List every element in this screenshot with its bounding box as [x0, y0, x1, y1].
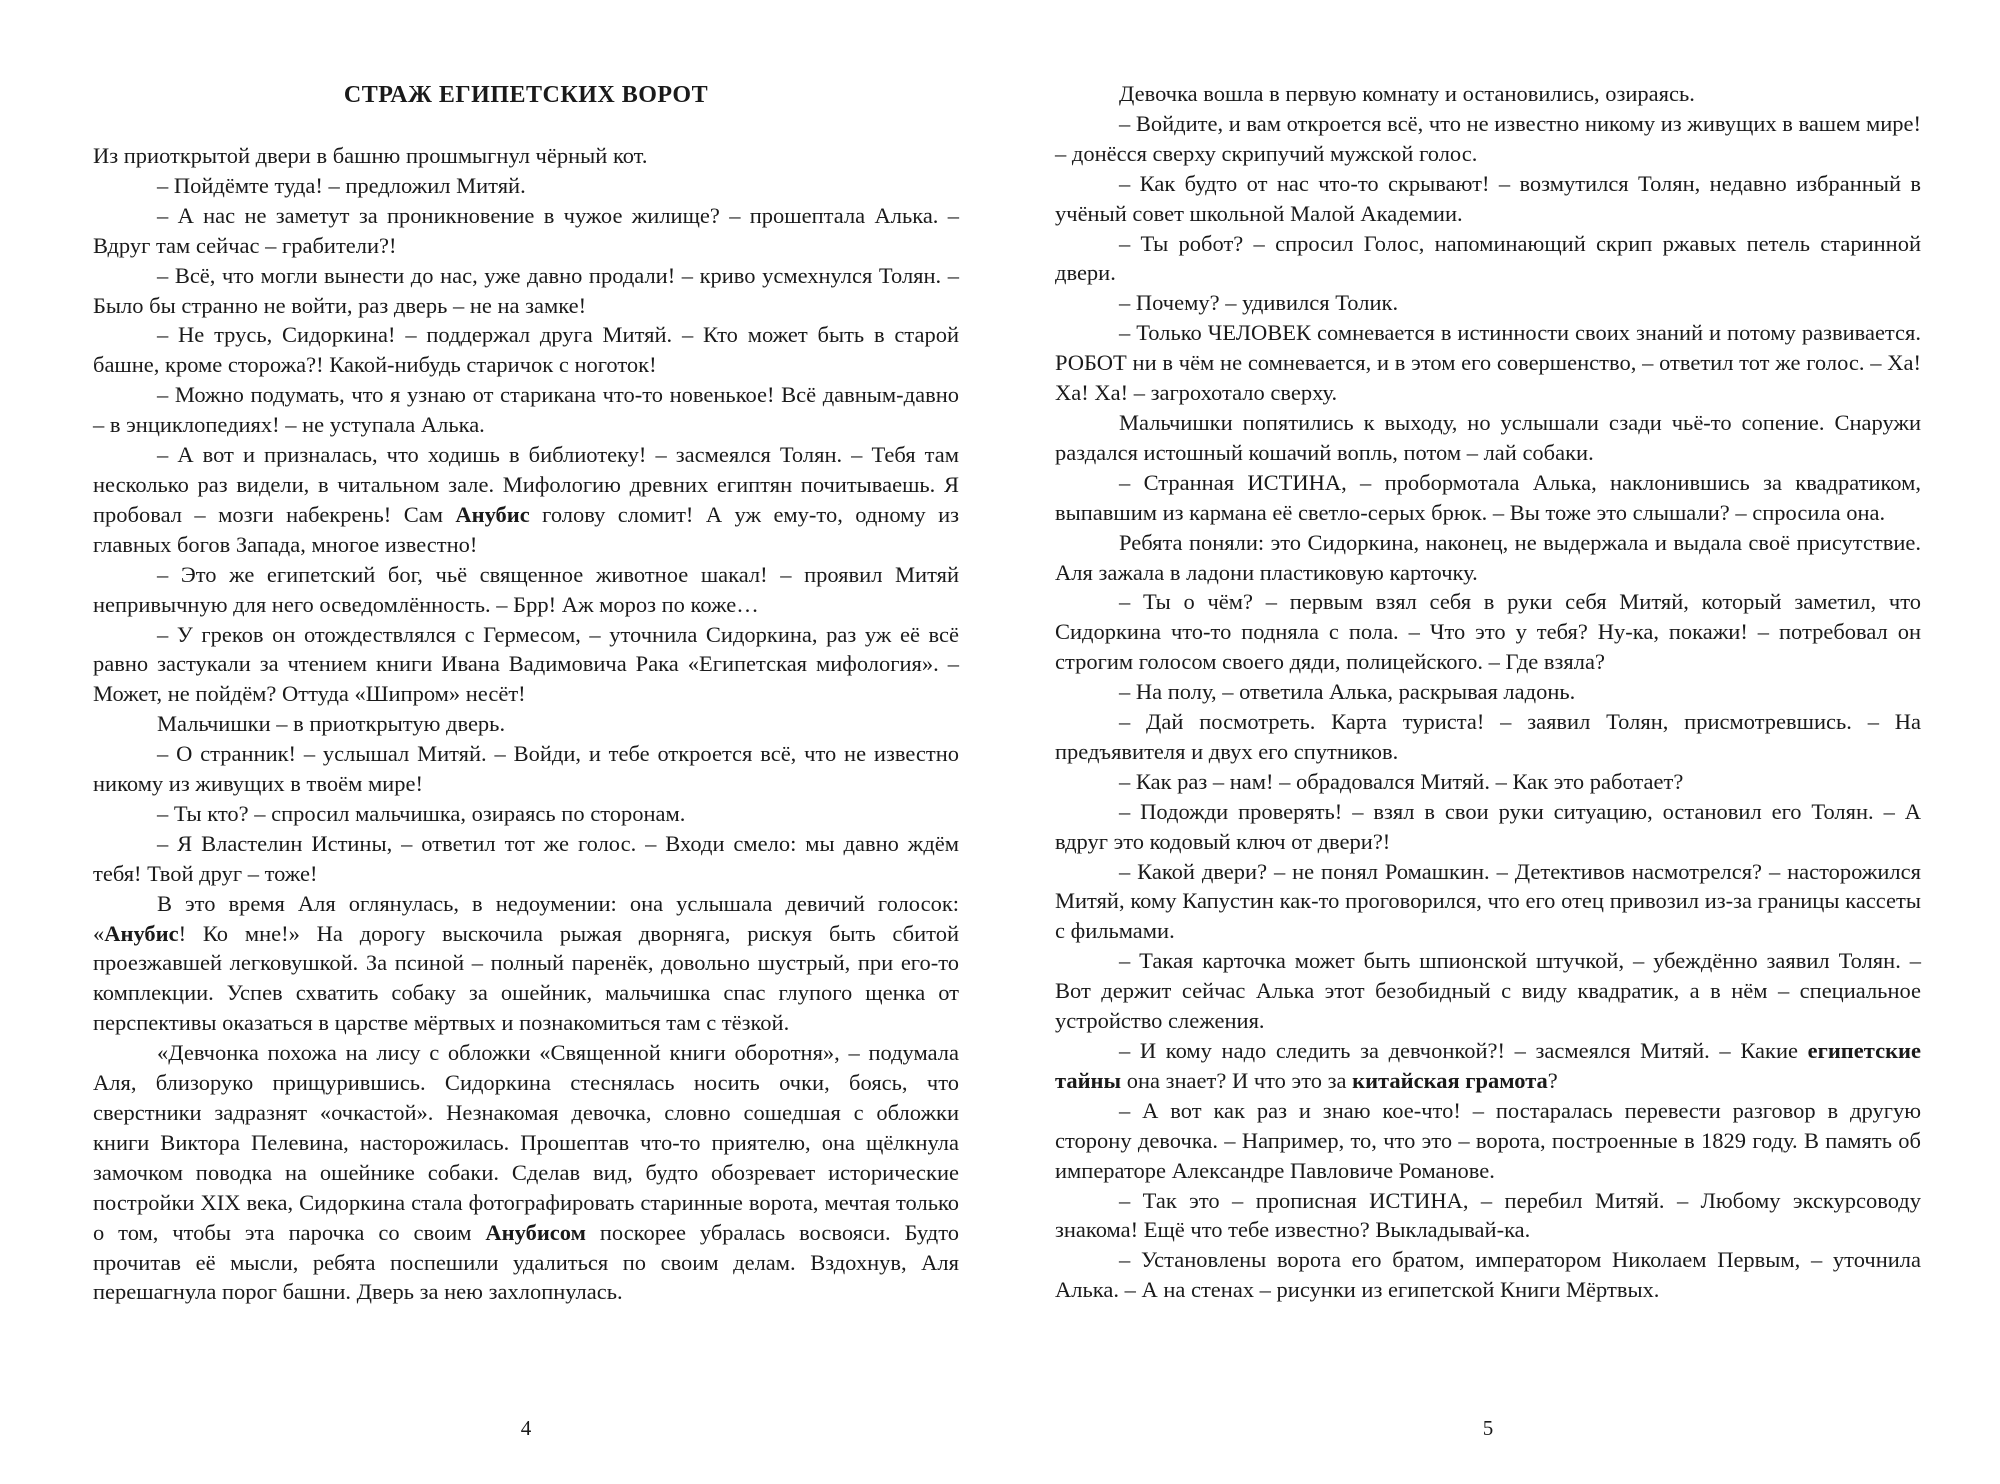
text-run: – Ты кто? – спросил мальчишка, озираясь по сторонам.	[157, 800, 686, 826]
text-run: – А вот как раз и знаю кое-что! – постаралась перевести разговор в другую сторону девочка. – Например, то, что это – ворота, построенные в 1829 году. В память об императоре Александре Павловиче Романове.	[1055, 1097, 1921, 1183]
bold-text: Анубис	[455, 501, 530, 527]
page-number-left: 4	[520, 1416, 532, 1440]
paragraph	[1055, 587, 1921, 677]
paragraph	[93, 171, 959, 201]
text-run: – На полу, – ответила Алька, раскрывая ладонь.	[1119, 679, 1576, 705]
text-run: В это время Аля оглянулась, в недоумении: она услышала девичий голосок: «	[93, 890, 959, 946]
paragraph	[93, 889, 959, 1039]
text-run: Девочка вошла в первую комнату и остановились, озираясь.	[1119, 81, 1695, 106]
text-run: – У греков он отождествлялся с Гермесом, – уточнила Сидоркина, раз уж её всё равно застукали за чтением книги Ивана Вадимовича Рака «Египетская мифология». – Может, не пойдём? Оттуда «Шипром» несёт!	[93, 621, 959, 707]
left-page	[93, 0, 959, 1484]
paragraph	[1055, 109, 1921, 169]
text-run: – Войдите, и вам откроется всё, что не известно никому из живущих в вашем мире! – донёсся сверху скрипучий мужской голос.	[1055, 110, 1921, 166]
paragraph	[93, 440, 959, 560]
paragraph	[1055, 946, 1921, 1036]
paragraph	[93, 1038, 959, 1307]
text-run: – Это же египетский бог, чьё священное животное шакал! – проявил Митяй непривычную для него осведомлённость. – Брр! Аж мороз по коже…	[93, 561, 959, 617]
text-run: – Я Властелин Истины, – ответил тот же голос. – Входи смело: мы давно ждём тебя! Твой друг – тоже!	[93, 830, 959, 886]
paragraph	[1055, 229, 1921, 289]
paragraph	[1055, 288, 1921, 318]
text-run: Мальчишки попятились к выходу, но услышали сзади чьё-то сопение. Снаружи раздался истошный кошачий вопль, потом – лай собаки.	[1055, 409, 1921, 465]
paragraph	[1055, 169, 1921, 229]
text-run: – А нас не заметут за проникновение в чужое жилище? – прошептала Алька. – Вдруг там сейчас – грабители?!	[93, 202, 959, 258]
text-run: Из приоткрытой двери в башню прошмыгнул чёрный кот.	[93, 143, 648, 168]
text-run: – Всё, что могли вынести до нас, уже давно продали! – криво усмехнулся Толян. – Было бы странно не войти, раз дверь – не на замке!	[93, 262, 959, 318]
paragraph	[93, 829, 959, 889]
text-run: – Почему? – удивился Толик.	[1119, 290, 1399, 316]
text-run: Мальчишки – в приоткрытую дверь.	[157, 711, 506, 737]
text-run: голову сломит! А уж ему-то, одному из главных богов Запада, многое известно!	[93, 501, 959, 557]
text-run: – Странная ИСТИНА, – пробормотала Алька, наклонившись за квадратиком, выпавшим из кармана её светло-серых брюк. – Вы тоже это слышали? – спросила она.	[1055, 469, 1921, 525]
text-run: – А вот и призналась, что ходишь в библиотеку! – засмеялся Толян. – Тебя там несколько раз видели, в читальном зале. Мифологию древних египтян почитываешь. Я пробовал – мозги набекрень! Сам	[93, 442, 959, 527]
chapter-title: СТРАЖ ЕГИПЕТСКИХ ВОРОТ	[343, 82, 709, 108]
paragraph	[93, 141, 959, 171]
text-run: – Только ЧЕЛОВЕК сомневается в истинности своих знаний и потому развивается. РОБОТ ни в чём не сомневается, и в этом его совершенство, – ответил тот же голос. – Ха! Ха! Ха! – загрохотало сверху.	[1055, 320, 1921, 406]
paragraph	[1055, 767, 1921, 797]
bold-text: китайская грамота	[1352, 1067, 1548, 1093]
text-run: – Ты о чём? – первым взял себя в руки себя Митяй, который заметил, что Сидоркина что-то подняла с пола. – Что это у тебя? Ну-ка, покажи! – потребовал он строгим голосом своего дяди, полицейского. – Где взяла?	[1055, 589, 1921, 675]
text-run: – Как раз – нам! – обрадовался Митяй. – Как это работает?	[1119, 768, 1684, 794]
text-run: – О странник! – услышал Митяй. – Войди, и тебе откроется всё, что не известно никому из живущих в твоём мире!	[93, 741, 959, 797]
text-run: – Пойдёмте туда! – предложил Митяй.	[157, 172, 526, 198]
text-run: ?	[1547, 1067, 1558, 1093]
text-run: – Как будто от нас что-то скрывают! – возмутился Толян, недавно избранный в учёный совет школьной Малой Академии.	[1055, 170, 1921, 226]
bold-text: Анубисом	[485, 1219, 586, 1245]
paragraph	[93, 709, 959, 739]
text-run: – Дай посмотреть. Карта туриста! – заявил Толян, присмотревшись. – На предъявителя и двух его спутников.	[1055, 709, 1921, 764]
right-page	[1055, 0, 1921, 1484]
text-run: Ребята поняли: это Сидоркина, наконец, не выдержала и выдала своё присутствие. Аля зажала в ладони пластиковую карточку.	[1055, 529, 1921, 585]
paragraph	[93, 739, 959, 799]
paragraph	[93, 201, 959, 261]
text-run: она знает? И что это за	[1121, 1067, 1353, 1093]
paragraph	[1055, 677, 1921, 707]
text-run: – Так это – прописная ИСТИНА, – перебил Митяй. – Любому экскурсоводу знакома! Ещё что тебе известно? Выкладывай-ка.	[1055, 1187, 1921, 1243]
paragraph	[1055, 468, 1921, 528]
text-run: – Ты робот? – спросил Голос, напоминающий скрип ржавых петель старинной двери.	[1055, 230, 1921, 286]
page-number-right: 5	[1482, 1416, 1494, 1440]
text-run: «Девчонка похожа на лису с обложки «Священной книги оборотня», – подумала Аля, близоруко прищурившись. Сидоркина стеснялась носить очки, боясь, что сверстники задразнят «очкастой». Незнакомая девочка, словно сошедшая с обложки книги Виктора Пелевина, насторожилась. Прошептав что-то приятелю, она щёлкнула замочком поводка на ошейнике собаки. Сделав вид, будто обозревает исторические постройки XIX века, Сидоркина стала фотографировать старинные ворота, мечтая только о том, чтобы эта парочка со своим	[93, 1040, 959, 1245]
text-run: поскорее убралась восвояси. Будто прочитав её мысли, ребята поспешили удалиться по своим делам. Вздохнув, Аля перешагнула порог башни. Дверь за нею захлопнулась.	[93, 1219, 959, 1305]
text-run: – Установлены ворота его братом, императором Николаем Первым, – уточнила Алька. – А на стенах – рисунки из египетской Книги Мёртвых.	[1055, 1247, 1921, 1303]
paragraph	[1055, 1036, 1921, 1096]
paragraph	[1055, 797, 1921, 857]
paragraph	[93, 320, 959, 380]
paragraph	[1055, 1245, 1921, 1305]
text-run: – Какой двери? – не понял Ромашкин. – Детективов насмотрелся? – насторожился Митяй, кому Капустин как-то проговорился, что его отец привозил из-за границы кассеты с фильмами.	[1055, 858, 1921, 944]
paragraph	[1055, 707, 1921, 767]
paragraph	[93, 261, 959, 321]
paragraph	[93, 560, 959, 620]
text-run: – Не трусь, Сидоркина! – поддержал друга Митяй. – Кто может быть в старой башне, кроме сторожа?! Какой-нибудь старичок с ноготок!	[93, 322, 959, 378]
paragraph	[1055, 528, 1921, 588]
text-run: – Такая карточка может быть шпионской штучкой, – убеждённо заявил Толян. – Вот держит сейчас Алька этот безобидный с виду квадратик, а в нём – специальное устройство слежения.	[1055, 948, 1921, 1034]
paragraph	[1055, 408, 1921, 468]
paragraph	[1055, 1186, 1921, 1246]
paragraph	[1055, 318, 1921, 408]
bold-text: египетские тайны	[1055, 1038, 1921, 1093]
paragraph	[1055, 79, 1921, 109]
paragraph	[93, 799, 959, 829]
paragraph	[93, 620, 959, 710]
paragraph	[1055, 1096, 1921, 1186]
text-run: ! Ко мне!» На дорогу выскочила рыжая дворняга, рискуя быть сбитой проезжавшей легковушкой. За псиной – полный паренёк, довольно шустрый, при его-то комплекции. Успев схватить собаку за ошейник, мальчишка спас глупого щенка от перспективы оказаться в царстве мёртвых и познакомиться там с тёзкой.	[93, 920, 959, 1036]
left-page-text	[93, 141, 959, 1307]
right-page-text	[1055, 79, 1921, 1305]
bold-text: Анубис	[104, 920, 179, 946]
text-run: – Подожди проверять! – взял в свои руки ситуацию, остановил его Толян. – А вдруг это кодовый ключ от двери?!	[1055, 798, 1921, 854]
paragraph	[93, 380, 959, 440]
text-run: – И кому надо следить за девчонкой?! – засмеялся Митяй. – Какие	[1119, 1038, 1808, 1063]
paragraph	[1055, 857, 1921, 947]
text-run: – Можно подумать, что я узнаю от старикана что-то новенькое! Всё давным-давно – в энциклопедиях! – не уступала Алька.	[93, 382, 959, 438]
